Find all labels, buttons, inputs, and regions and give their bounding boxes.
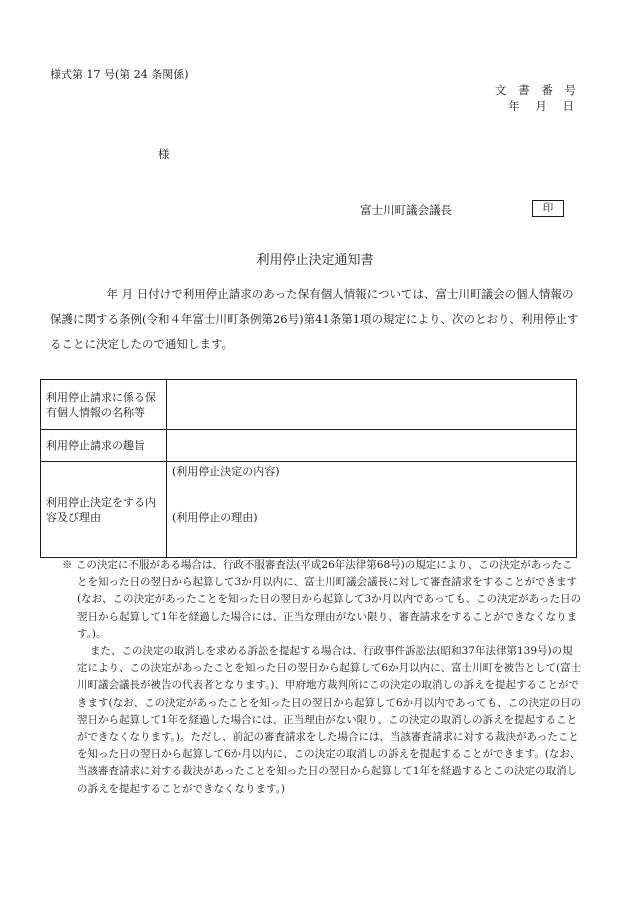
appeal-note: ※ この決定に不服がある場合は、行政不服審査法(平成26年法律第68号)の規定により、この決定があったことを知った日の翌日から起算して3か月以内に、富士川町議会議長に対して審査請求をすることができます(なお、この決定があったことを知った日の翌日から起算して3か月以内であっても、この決定があった日の翌日から起算して1年を経過した場合には、正当な理由がない限り、審査請求をすることができなくなります。)。	[62, 559, 581, 640]
notes-section	[62, 557, 582, 798]
table-row	[41, 380, 577, 430]
document-number: 文 書 番 号	[495, 83, 580, 97]
request-purpose-value	[167, 430, 577, 462]
addressee-honorific: 様	[158, 147, 170, 161]
sender-name: 富士川町議会議長	[360, 203, 452, 217]
info-table	[40, 379, 577, 558]
table-row	[41, 462, 577, 558]
reason-heading: (利用停止の理由)	[172, 511, 258, 524]
item-name-value	[167, 380, 577, 430]
date-line: 年 月 日	[508, 99, 580, 113]
lawsuit-note: また、この決定の取消しを求める訴訟を提起する場合は、行政事件訴訟法(昭和37年法律第139号)の規定により、この決定があったことを知った日の翌日から起算して6か月以内に、富士川町を被告として(富士川町議会議長が被告の代表者となります。)、甲府地方裁判所にこの決定の取消しの訴えを提起することができます(なお、この決定があったことを知った日の翌日から起算して6か月以内であっても、この決定の日の翌日から起算して1年を経過した場合には、正当理由がない限り、この決定の取消しの訴えを提起することができなくなります。)。ただし、前記の審査請求をした場合には、当該審査請求に対する裁決があったことを知った日の翌日から起算して6か月以内に、この決定の取消しの訴えを提起することができます。(なお、当該審査請求に対する裁決があったことを知った日の翌日から起算して1年を経過するとこの決定の取消しの訴えを提起することができなくなります。)	[77, 645, 582, 795]
item-name-label: 利用停止請求に係る保有個人情報の名称等	[41, 380, 167, 430]
table-row	[41, 430, 577, 462]
request-purpose-label: 利用停止請求の趣旨	[41, 430, 167, 462]
seal-box: 印	[532, 200, 564, 217]
body-paragraph	[50, 282, 580, 357]
body-text: 年 月 日付けで利用停止請求のあった保有個人情報については、富士川町議会の個人情報の保護に関する条例(令和４年富士川町条例第26号)第41条第1項の規定により、次のとおり、利用停止することに決定したので通知します。	[50, 287, 579, 351]
document-title: 利用停止決定通知書	[256, 253, 374, 268]
decision-content-heading: (利用停止決定の内容)	[172, 465, 280, 478]
form-number: 様式第 17 号(第 24 条関係)	[50, 68, 189, 81]
decision-reason-cell	[167, 462, 577, 558]
decision-reason-label: 利用停止決定をする内容及び理由	[41, 462, 167, 558]
